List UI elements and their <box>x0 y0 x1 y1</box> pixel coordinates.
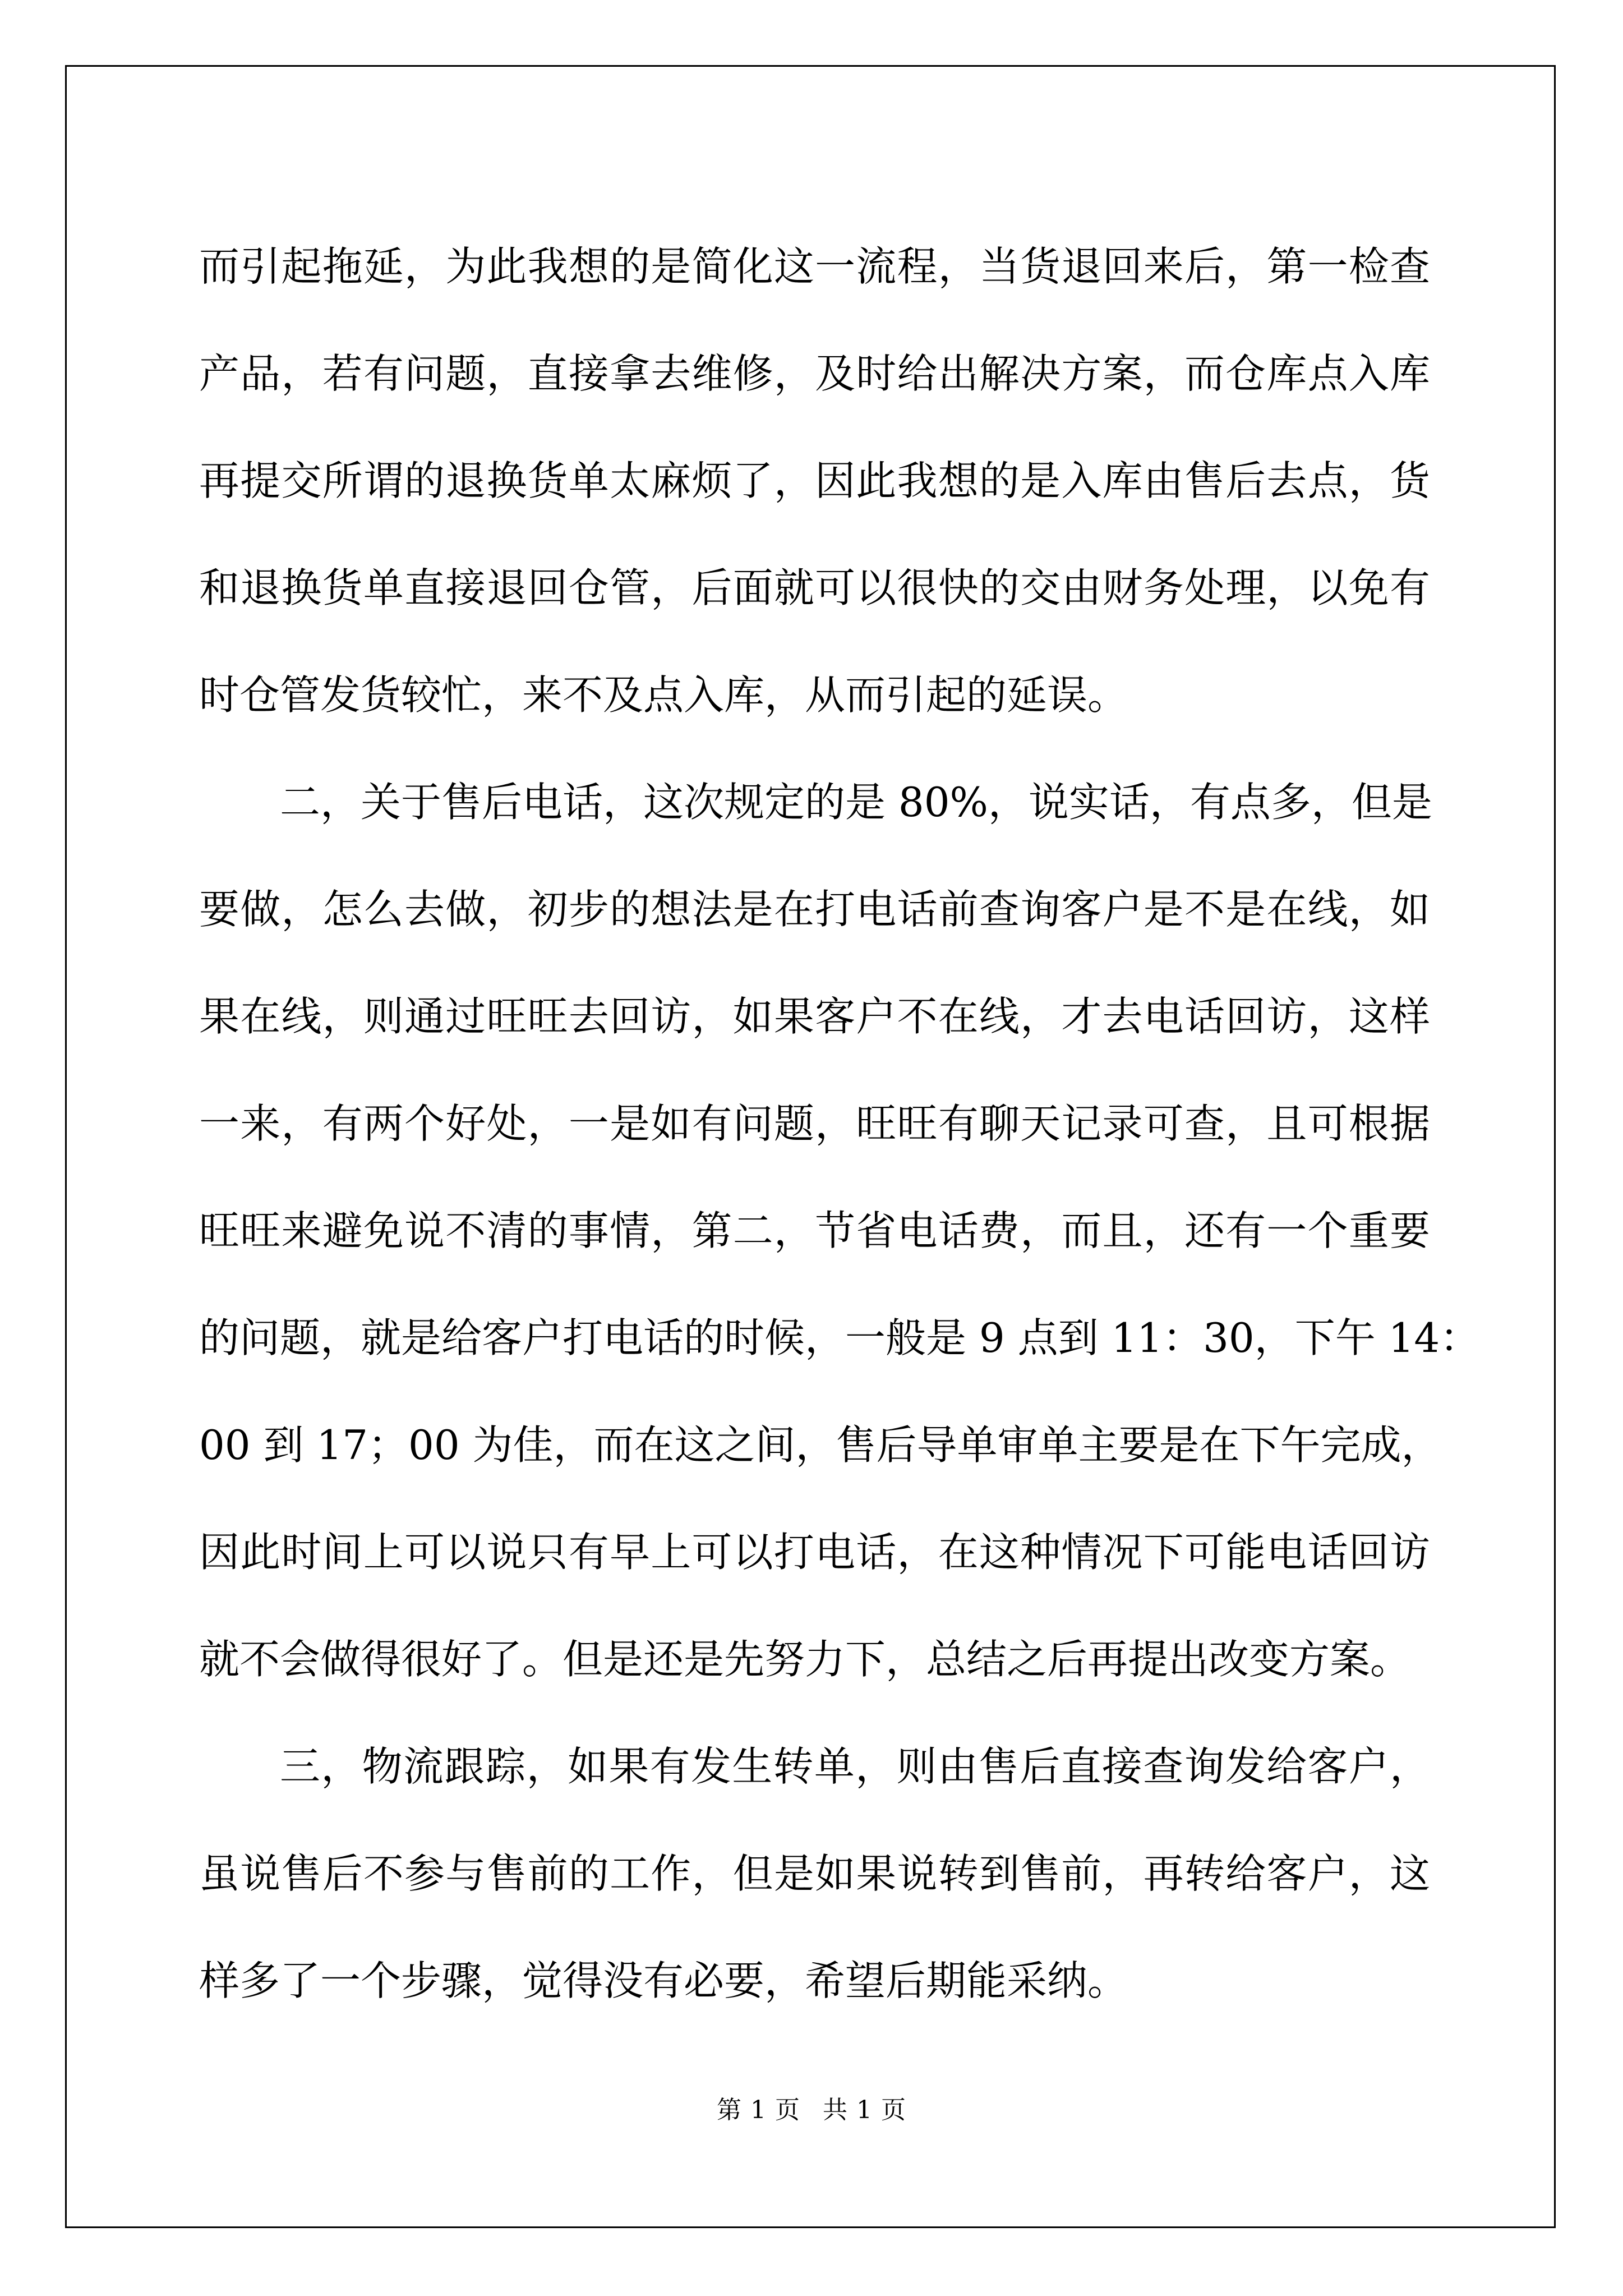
text-line: 产品，若有问题，直接拿去维修，及时给出解决方案，而仓库点入库 <box>199 350 1430 397</box>
text-line: 果在线，则通过旺旺去回访，如果客户不在线，才去电话回访，这样 <box>199 993 1430 1040</box>
page-footer <box>0 2090 1623 2125</box>
text-line: 时仓管发货较忙，来不及点入库，从而引起的延误。 <box>199 671 1128 719</box>
page-number: 第 1 页 <box>717 2096 800 2124</box>
text-line: 一来，有两个好处，一是如有问题，旺旺有聊天记录可查，且可根据 <box>199 1100 1430 1147</box>
text-line: 因此时间上可以说只有早上可以打电话，在这种情况下可能电话回访 <box>199 1529 1430 1576</box>
text-line: 和退换货单直接退回仓管，后面就可以很快的交由财务处理，以免有 <box>199 564 1430 611</box>
paragraph-1 <box>199 213 1430 749</box>
text-line: 二，关于售后电话，这次规定的是 80%，说实话，有点多，但是 <box>280 779 1432 826</box>
document-body <box>199 213 1481 2035</box>
text-line: 三，物流跟踪，如果有发生转单，则由售后直接查询发给客户， <box>280 1743 1430 1790</box>
text-line: 样多了一个步骤，觉得没有必要，希望后期能采纳。 <box>199 1957 1128 2004</box>
text-line: 要做，怎么去做，初步的想法是在打电话前查询客户是不是在线，如 <box>199 886 1430 933</box>
text-line: 的问题，就是给客户打电话的时候，一般是 9 点到 11：30，下午 14： <box>199 1314 1481 1361</box>
text-line: 再提交所谓的退换货单太麻烦了，因此我想的是入库由售后去点，货 <box>199 457 1430 504</box>
paragraph-2 <box>199 749 1481 1713</box>
text-line: 00 到 17；00 为佳，而在这之间，售后导单审单主要是在下午完成， <box>199 1421 1442 1469</box>
text-line: 就不会做得很好了。但是还是先努力下，总结之后再提出改变方案。 <box>199 1636 1411 1683</box>
paragraph-3 <box>199 1713 1430 2035</box>
text-line: 旺旺来避免说不清的事情，第二，节省电话费，而且，还有一个重要 <box>199 1207 1430 1254</box>
page-total: 共 1 页 <box>823 2096 906 2124</box>
text-line: 虽说售后不参与售前的工作，但是如果说转到售前，再转给客户，这 <box>199 1850 1430 1897</box>
text-line: 而引起拖延，为此我想的是简化这一流程，当货退回来后，第一检查 <box>199 243 1430 290</box>
